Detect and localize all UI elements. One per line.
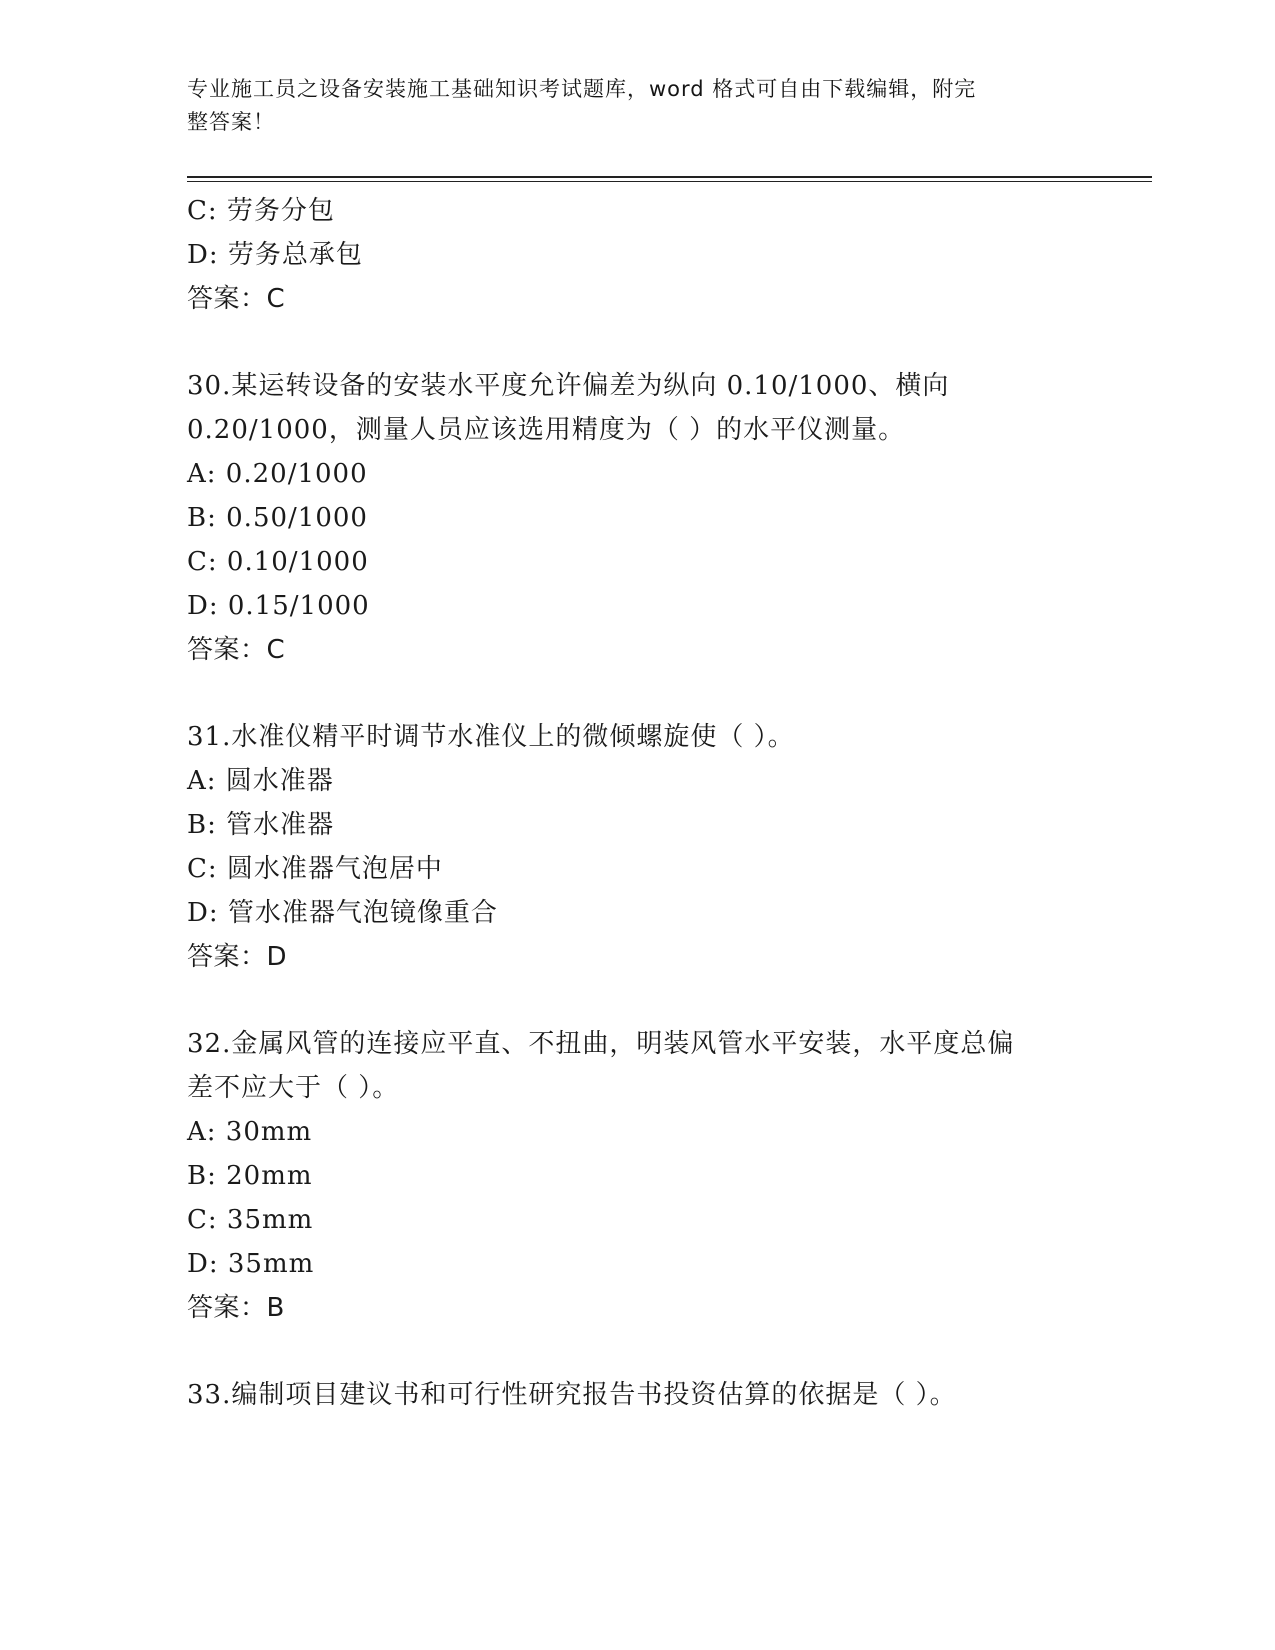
question-30-answer: 答案：C — [187, 635, 286, 665]
document-header — [187, 73, 1067, 139]
question-30-text-line-2: 0.20/1000，测量人员应该选用精度为（ ）的水平仪测量。 — [187, 415, 906, 445]
question-31-option-b: B: 管水准器 — [187, 810, 335, 840]
question-32-answer: 答案：B — [187, 1293, 285, 1323]
header-title-line-2: 整答案！ — [187, 110, 275, 134]
question-31-answer: 答案：D — [187, 942, 288, 972]
question-30-option-c: C: 0.10/1000 — [187, 547, 369, 577]
question-30-option-b: B: 0.50/1000 — [187, 503, 368, 533]
question-31-option-a: A: 圆水准器 — [187, 766, 334, 796]
question-31-option-c: C: 圆水准器气泡居中 — [187, 854, 443, 884]
prev-question-answer: 答案：C — [187, 284, 286, 314]
prev-question-option-c: C: 劳务分包 — [187, 196, 335, 226]
question-32-option-c: C: 35mm — [187, 1205, 314, 1235]
question-32-option-b: B: 20mm — [187, 1161, 313, 1191]
question-32-option-a: A: 30mm — [187, 1117, 313, 1147]
prev-question-option-d: D: 劳务总承包 — [187, 240, 363, 270]
question-33-text-line-1: 33.编制项目建议书和可行性研究报告书投资估算的依据是（ ）。 — [187, 1380, 957, 1410]
question-30-text-line-1: 30.某运转设备的安装水平度允许偏差为纵向 0.10/1000、横向 — [187, 371, 950, 401]
header-divider-thick — [187, 176, 1152, 178]
header-title-line-1: 专业施工员之设备安装施工基础知识考试题库，word 格式可自由下载编辑，附完 — [187, 77, 977, 101]
question-32-text-line-1: 32.金属风管的连接应平直、不扭曲，明装风管水平安装，水平度总偏 — [187, 1029, 1015, 1059]
question-30-option-a: A: 0.20/1000 — [187, 459, 368, 489]
question-32-text-line-2: 差不应大于（ ）。 — [187, 1073, 400, 1103]
question-31-text-line-1: 31.水准仪精平时调节水准仪上的微倾螺旋使（ ）。 — [187, 722, 795, 752]
question-31-option-d: D: 管水准器气泡镜像重合 — [187, 898, 498, 928]
question-32-option-d: D: 35mm — [187, 1249, 315, 1279]
question-30-option-d: D: 0.15/1000 — [187, 591, 370, 621]
header-divider-thin — [187, 181, 1152, 182]
